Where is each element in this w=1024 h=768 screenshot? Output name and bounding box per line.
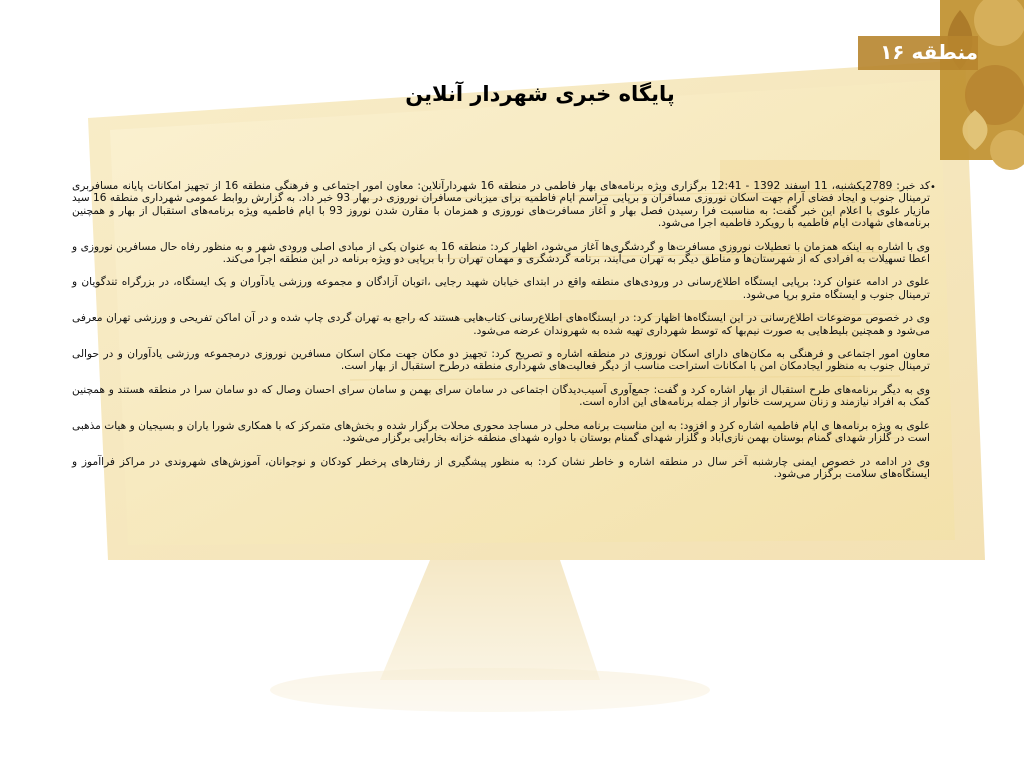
news-body	[72, 180, 930, 491]
page-title: پایگاه خبری شهردار آنلاین	[405, 82, 675, 106]
news-paragraph: علوی به ویژه برنامه‌ها ی ایام فاطمیه اشاره کرد و افزود: به این مناسبت برنامه محلی در مساجد محوری محلات برگزار شده و بخش‌های متمرکز که با همکاری شورا یاران و بسیجیان و هیات مذهبی است در گلزار شهدای گمنام بوستان بهمن نازی‌آباد و گلزار شهدای گمنام بوستان با دواره شهدای منطقه خزانه بخارایی برگزار می‌شود.	[72, 419, 930, 445]
news-paragraph: وی در خصوص موضوعات اطلاع‌رسانی در این ایستگاه‌ها اظهار کرد: در ایستگاه‌های اطلاع‌رسانی کتاب‌هایی هستند که راجع به تهران گردی چاپ شده و در آن اماکن تفریحی و ورزشی تهران معرفی می‌شود و همچنین بلیط‌هایی به صورت نیم‌بها که توسط شهرداری تهیه شده به شهروندان عرضه می‌شود.	[72, 312, 930, 337]
news-paragraph: معاون امور اجتماعی و فرهنگی به مکان‌های دارای اسکان نوروزی در منطقه اشاره و تصریح کرد: تجهیز دو مکان جهت مکان اسکان مسافرین نوروزی درمجموعه ورزشی یادآوران و در حوالی ترمینال جنوب به منظور ایجادمکان امن با امکانات استراحت مناسب از دیگر فعالیت‌های شهرداری منطقه درطرح استقبال از بهار است.	[72, 348, 930, 373]
region-label: منطقه ۱۶	[880, 40, 978, 64]
news-paragraph: علوی در ادامه عنوان کرد: برپایی ایستگاه اطلاع‌رسانی در ورودی‌های منطقه واقع در ابتدای خیابان شهید رجایی ،اتوبان آزادگان و مجموعه ورزشی یادآوران و یک ایستگاه، در بزرگراه تندگویان و ترمینال جنوب و ایستگاه مترو برپا می‌شود.	[72, 276, 930, 301]
news-paragraph: وی در ادامه در خصوص ایمنی چارشنبه آخر سال در منطقه اشاره و خاطر نشان کرد: به منظور پیشگیری از رفتارهای پرخطر کودکان و نوجوانان، آموزش‌های شهروندی در مراکز فراآموز و ایستگاه‌های سلامت برگزار می‌شود.	[72, 455, 930, 480]
bullet-marker: •	[930, 182, 936, 193]
news-paragraph: وی با اشاره به اینکه همزمان با تعطیلات نوروزی مسافرت‌ها و گردشگری‌ها آغاز می‌شود، اظهار کرد: منطقه 16 به عنوان یکی از مبادی اصلی ورودی شهر و به منظور رفاه حال مسافرین نوروزی و اعطا تسهیلات به افرادی که از شهرستان‌ها و مناطق دیگر به تهران می‌آیند، برنامه گردشگری و مهمان تهران را با برپایی دو ویژه برنامه در این منطقه اجرا می‌کند.	[72, 240, 931, 266]
logo-pattern	[940, 0, 1024, 170]
news-paragraph: وی به دیگر برنامه‌های طرح استقبال از بهار اشاره کرد و گفت: جمع‌آوری آسیب‌دیدگان اجتماعی در سامان سرای بهمن و سامان سرای احسان وصال که دو سامان سرا در منطقه هستند و همچنین کمک به افراد نیازمند و زنان سرپرست خانوار از جمله برنامه‌های این اداره است.	[72, 383, 930, 409]
news-paragraph: کد خبر: 2789یکشنبه، 11 اسفند 1392 - 12:41 برگزاری ویژه برنامه‌های بهار فاطمی در منطقه 16 شهردارآنلاین: معاون امور اجتماعی و فرهنگی منطقه 16 از تجهیز امکانات پایانه مسافربری ترمینال جنوب و ایجاد فضای آرام جهت اسکان نوروزی مسافران و برپایی مراسم ایام فاطمیه برای میزبانی مسافران نوروزی در بهار 93 خبر داد. به گزارش روابط عمومی شهرداری منطقه 16 سید مازیار علوی با اعلام این خبر گفت: به مناسبت فرا رسیدن فصل بهار و آغاز مسافرت‌های نوروزی و همزمان با مقارن شدن نوروز 93 با ایام فاطمیه ویژه برنامه‌های استقبال از بهار و همچنین برنامه‌های شهادت ایام فاطمیه با رویکرد فاطمیه اجرا می‌شود.	[72, 180, 931, 230]
